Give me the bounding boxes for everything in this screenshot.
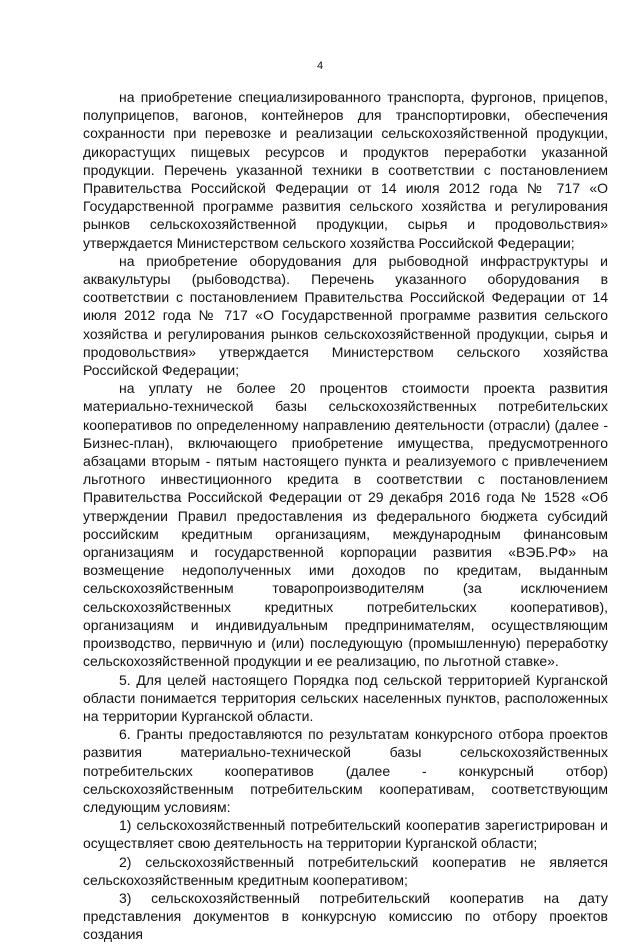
paragraph-condition-3: 3) сельскохозяйственный потребительский кооператив на дату представления документов в конкурсную комиссию по отбору проектов создания: [83, 889, 608, 943]
paragraph-specialized-transport: на приобретение специализированного транспорта, фургонов, прицепов, полуприцепов, вагонов, контейнеров для транспортировки, обеспечения сохранности при перевозке и реализации сельскохозяйственной продукции, дикорастущих пищевых ресурсов и продуктов переработки указанной продукции. Перечень указанной техники в соответствии с постановлением Правительства Российской Федерации от 14 июля 2012 года № 717 «О Государственной программе развития сельского хозяйства и регулирования рынков сельскохозяйственной продукции, сырья и продовольствия» утверждается Министерством сельского хозяйства Российской Федерации;: [83, 89, 608, 251]
paragraph-condition-1: 1) сельскохозяйственный потребительский кооператив зарегистрирован и осуществляет свою деятельность на территории Курганской области;: [83, 817, 608, 852]
paragraph-item-6-grants: 6. Гранты предоставляются по результатам конкурсного отбора проектов развития материально-технической базы сельскохозяйственных потребительских кооперативов (далее - конкурсный отбор) сельскохозяйственным потребительским кооперативам, соответствующим следующим условиям:: [83, 726, 608, 815]
document-body: [83, 88, 608, 944]
page-number: 4: [316, 60, 324, 72]
paragraph-business-plan-payment: на уплату не более 20 процентов стоимости проекта развития материально-технической базы сельскохозяйственных потребительских кооперативов по определенному направлению деятельности (отрасли) (далее - Бизнес-план), включающего приобретение имущества, предусмотренного абзацами вторым - пятым настоящего пункта и реализуемого с привлечением льготного инвестиционного кредита в соответствии с постановлением Правительства Российской Федерации от 29 декабря 2016 года № 1528 «Об утверждении Правил предоставления из федерального бюджета субсидий российским кредитным организациям, международным финансовым организациям и государственной корпорации развития «ВЭБ.РФ» на возмещение недополученных ими доходов по кредитам, выданным сельскохозяйственным товаропроизводителям (за исключением сельскохозяйственных кредитных потребительских кооперативов), организациям и индивидуальным предпринимателям, осуществляющим производство, первичную и (или) последующую (промышленную) переработку сельскохозяйственной продукции и ее реализацию, по льготной ставке».: [83, 380, 608, 670]
paragraph-item-5-rural-territory: 5. Для целей настоящего Порядка под сельской территорией Курганской области понимается территория сельских населенных пунктов, расположенных на территории Курганской области.: [83, 671, 608, 724]
paragraph-condition-2: 2) сельскохозяйственный потребительский кооператив не является сельскохозяйственным кредитным кооперативом;: [83, 853, 608, 888]
paragraph-fish-equipment: на приобретение оборудования для рыбоводной инфраструктуры и аквакультуры (рыбоводства). Перечень указанного оборудования в соответствии с постановлением Правительства Российской Федерации от 14 июля 2012 года № 717 «О Государственной программе развития сельского хозяйства и регулирования рынков сельскохозяйственной продукции, сырья и продовольствия» утверждается Министерством сельского хозяйства Российской Федерации;: [83, 252, 608, 379]
